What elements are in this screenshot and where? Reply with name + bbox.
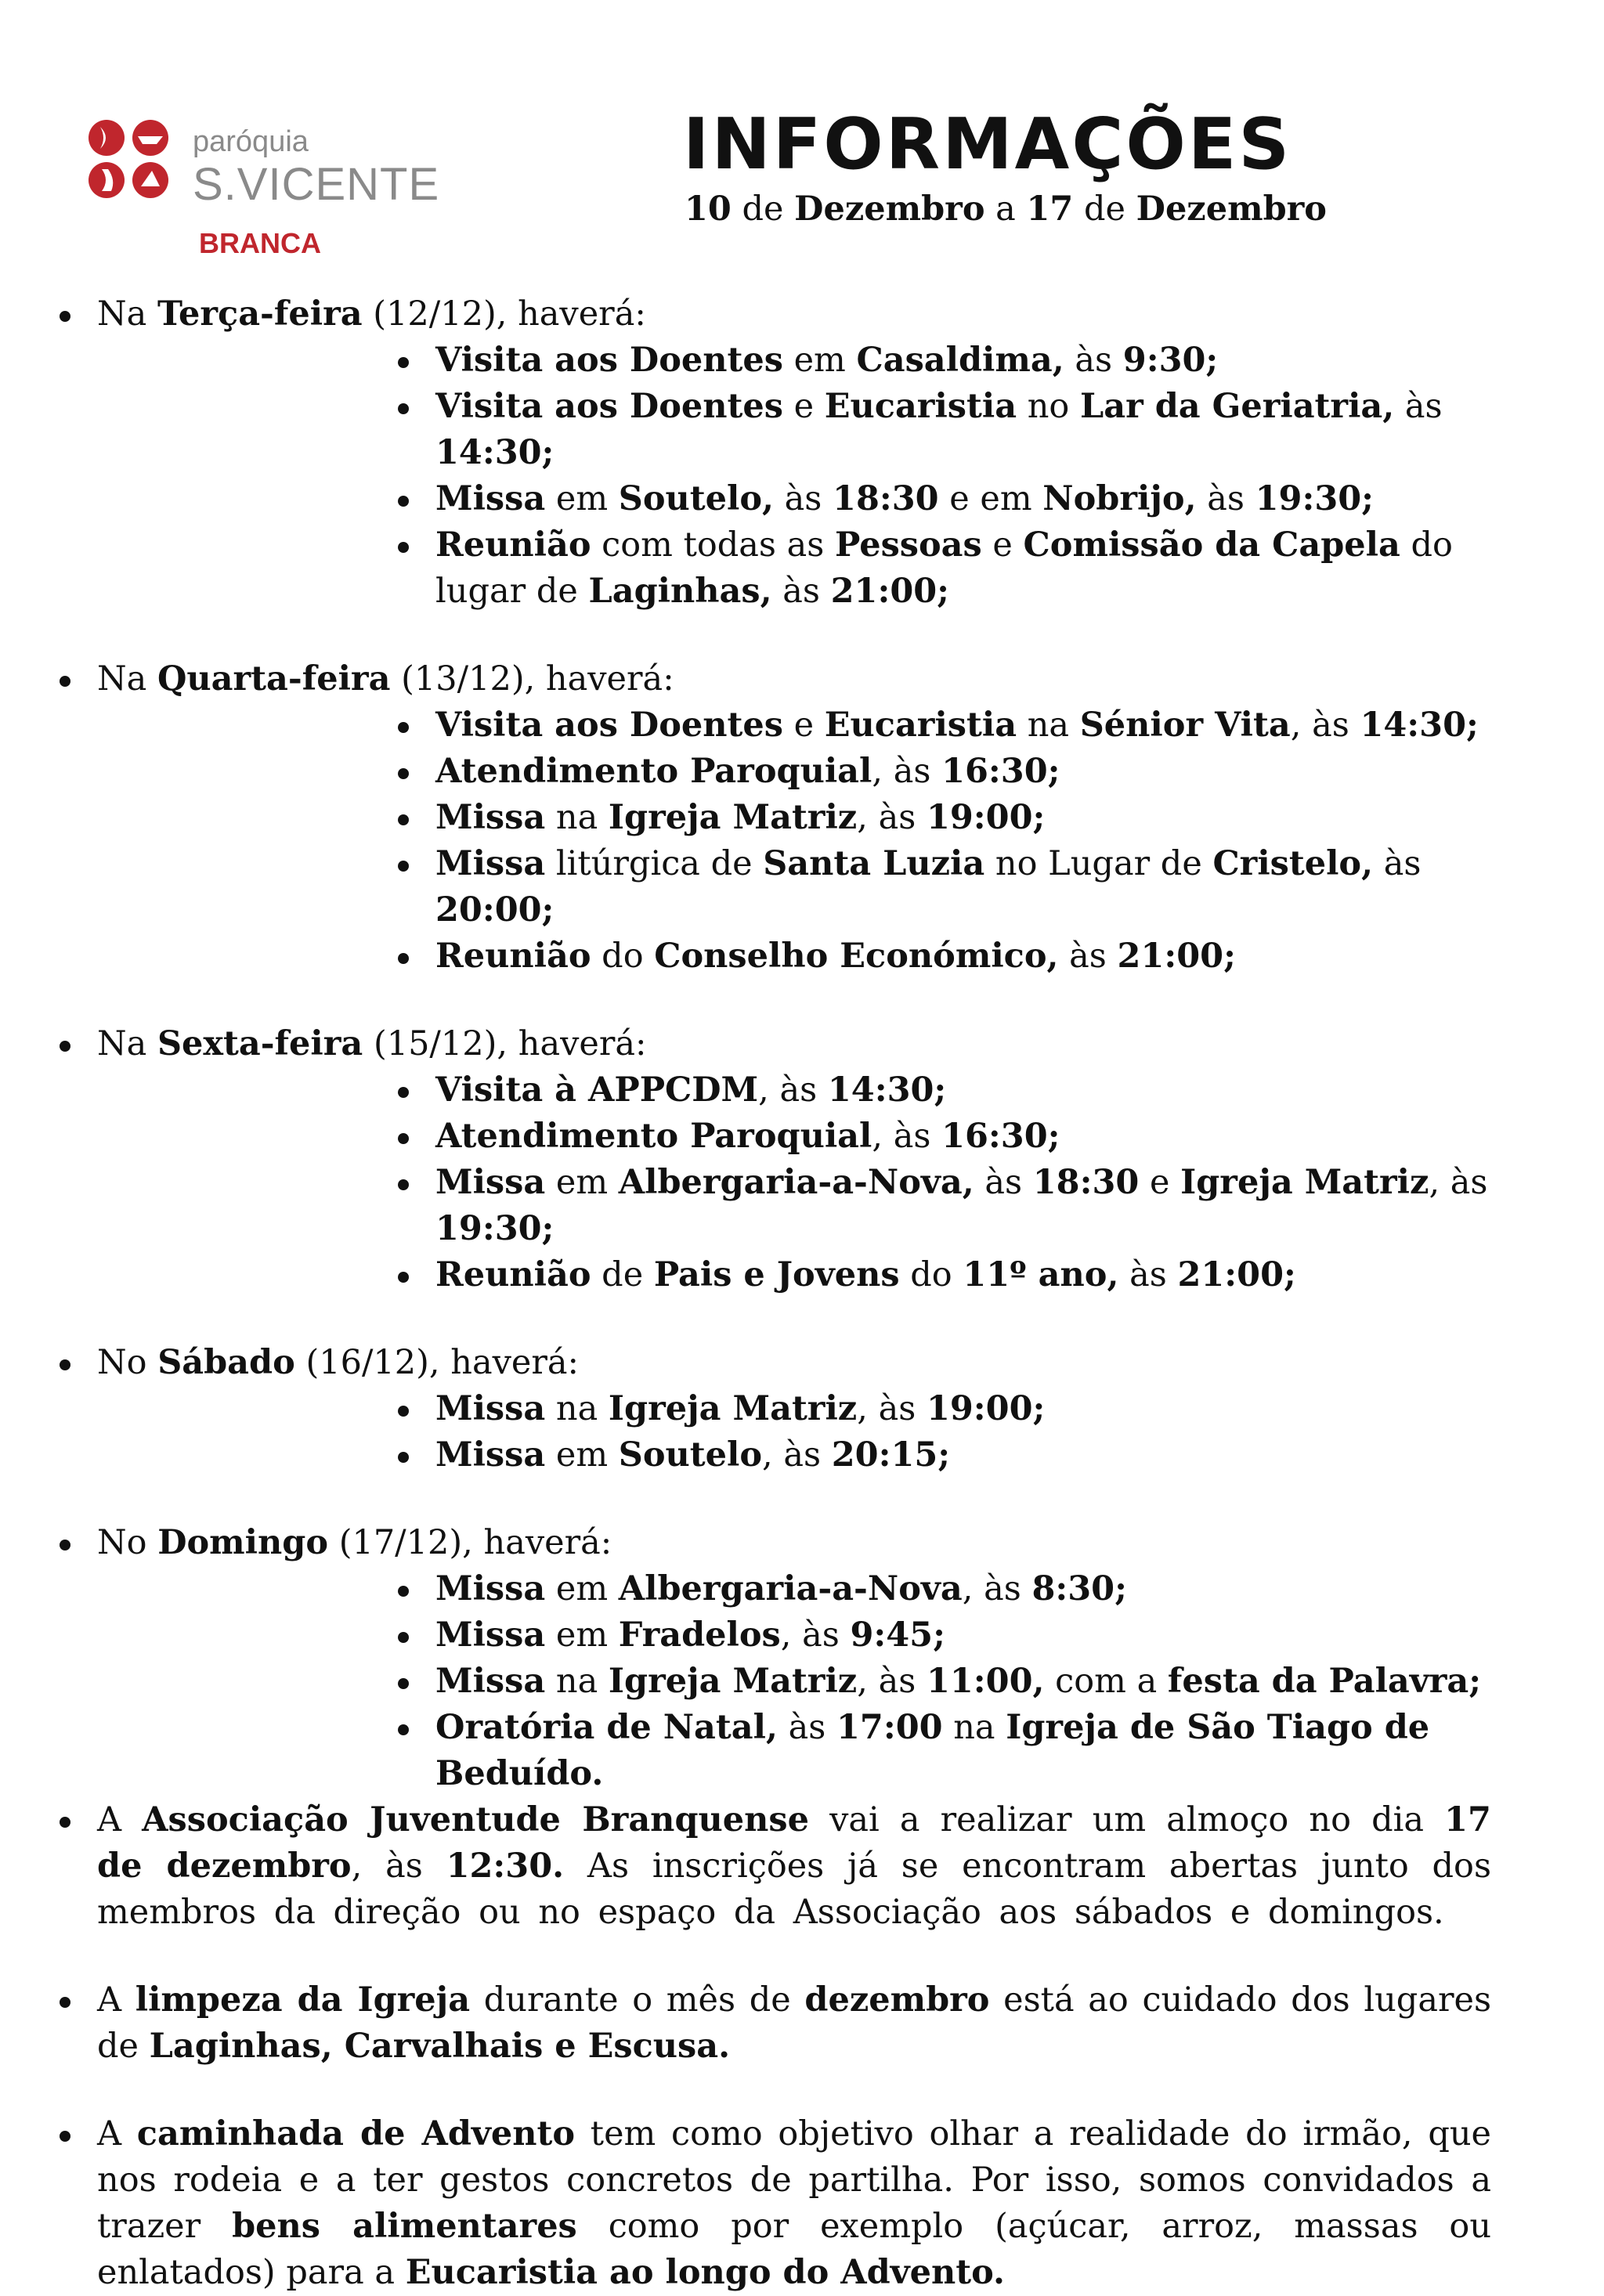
text-fragment: em xyxy=(555,479,609,518)
page-title: INFORMAÇÕES xyxy=(683,103,1292,186)
text-fragment: , às xyxy=(1429,1163,1488,1202)
text-fragment: 21:00; xyxy=(830,572,950,611)
text-fragment: Reunião xyxy=(435,1255,591,1294)
text-fragment: 19:00; xyxy=(926,1389,1046,1428)
notice-advento xyxy=(56,2111,1491,2296)
section-prefix: Na xyxy=(97,1024,147,1063)
section-sexta xyxy=(56,1021,1491,1298)
section-day: Terça-feira xyxy=(157,294,363,334)
document-body xyxy=(56,291,1491,2296)
parish-logo xyxy=(85,110,445,266)
text-fragment: e xyxy=(793,706,815,745)
text-fragment: na xyxy=(555,1389,598,1428)
text-fragment: dezembro xyxy=(804,1980,990,2020)
list-item xyxy=(395,702,1491,749)
text-fragment: 8:30; xyxy=(1031,1569,1127,1608)
text-fragment: Igreja Matriz xyxy=(608,1662,858,1701)
list-item xyxy=(395,1386,1491,1432)
text-fragment: em xyxy=(555,1435,609,1475)
text-fragment: , às xyxy=(857,1389,916,1428)
section-date: (16/12), haverá: xyxy=(305,1343,580,1382)
text-fragment: com a xyxy=(1055,1662,1158,1701)
text-fragment: Soutelo xyxy=(618,1435,763,1475)
text-fragment: Eucaristia ao longo do Advento. xyxy=(405,2253,1006,2292)
event-list xyxy=(395,1386,1491,1478)
text-fragment: Missa xyxy=(435,1569,546,1608)
text-fragment: Missa xyxy=(435,1662,546,1701)
logo-name: S.VICENTE xyxy=(193,159,440,210)
text-fragment: 21:00; xyxy=(1177,1255,1296,1294)
date-from-day: 10 xyxy=(685,190,732,229)
text-fragment: 14:30; xyxy=(1360,706,1479,745)
text-fragment: 11:00, xyxy=(926,1662,1045,1701)
text-fragment: 17 de dezembro xyxy=(97,1800,1491,1886)
text-fragment: Reunião xyxy=(435,937,591,976)
section-sabado xyxy=(56,1340,1491,1478)
text-fragment: Atendimento Paroquial xyxy=(435,1117,872,1156)
text-fragment: Casaldima, xyxy=(856,341,1064,380)
text-fragment: caminhada de Advento xyxy=(136,2114,576,2153)
text-fragment: Laginhas, xyxy=(588,572,772,611)
text-fragment: às xyxy=(1383,844,1422,883)
text-fragment: Soutelo, xyxy=(618,479,774,518)
text-fragment: 18:30 xyxy=(1032,1163,1140,1202)
text-fragment: , às xyxy=(872,1117,931,1156)
text-fragment: Missa xyxy=(435,1435,546,1475)
date-de-1: de xyxy=(742,190,784,229)
text-fragment: 12:30. xyxy=(446,1847,565,1886)
text-fragment: na xyxy=(953,1708,995,1747)
event-list xyxy=(395,338,1491,615)
list-item xyxy=(395,1705,1491,1797)
section-prefix: Na xyxy=(97,294,147,334)
list-item xyxy=(395,1160,1491,1252)
text-fragment: 9:30; xyxy=(1122,341,1219,380)
text-fragment: no xyxy=(1027,387,1070,426)
text-fragment: em xyxy=(793,341,846,380)
text-fragment: Pessoas xyxy=(835,525,982,565)
section-day: Sexta-feira xyxy=(157,1024,363,1063)
list-item xyxy=(395,1067,1491,1114)
section-quarta xyxy=(56,656,1491,980)
text-fragment: 9:45; xyxy=(850,1616,945,1655)
text-fragment: 20:15; xyxy=(831,1435,951,1475)
list-item xyxy=(395,1252,1491,1298)
text-fragment: e em xyxy=(949,479,1032,518)
text-fragment: e xyxy=(793,387,815,426)
list-item xyxy=(395,795,1491,841)
text-fragment: 16:30; xyxy=(941,1117,1060,1156)
text-fragment: às xyxy=(1207,479,1245,518)
text-fragment: Lar da Geriatria, xyxy=(1080,387,1395,426)
parish-emblem-icon xyxy=(85,116,179,202)
text-fragment: , às xyxy=(351,1847,423,1886)
text-fragment: Conselho Económico, xyxy=(654,937,1059,976)
section-date: (15/12), haverá: xyxy=(373,1024,647,1063)
event-list xyxy=(395,1067,1491,1298)
text-fragment: litúrgica de xyxy=(555,844,753,883)
logo-subtitle: paróquia xyxy=(193,125,309,158)
text-fragment: do xyxy=(910,1255,952,1294)
text-fragment: 19:00; xyxy=(926,798,1046,837)
text-fragment: 14:30; xyxy=(827,1070,947,1110)
text-fragment: , às xyxy=(872,752,931,791)
text-fragment: , às xyxy=(857,1662,916,1701)
text-fragment: , às xyxy=(1290,706,1349,745)
text-fragment: Oratória de Natal, xyxy=(435,1708,778,1747)
date-from-month: Dezembro xyxy=(794,190,985,229)
text-fragment: A xyxy=(97,2114,122,2153)
text-fragment: festa da Palavra; xyxy=(1167,1662,1482,1701)
text-fragment: 14:30; xyxy=(435,433,555,472)
text-fragment: A xyxy=(97,1980,122,2020)
section-prefix: No xyxy=(97,1523,147,1562)
section-day: Sábado xyxy=(157,1343,295,1382)
section-prefix: No xyxy=(97,1343,147,1382)
text-fragment: 11º ano, xyxy=(963,1255,1119,1294)
text-fragment: no Lugar de xyxy=(995,844,1202,883)
text-fragment: às xyxy=(1075,341,1113,380)
text-fragment: às xyxy=(1404,387,1443,426)
text-fragment: às xyxy=(1129,1255,1167,1294)
text-fragment: Atendimento Paroquial xyxy=(435,752,872,791)
text-fragment: , às xyxy=(758,1070,818,1110)
text-fragment: com todas as xyxy=(602,525,825,565)
date-connector: a xyxy=(995,190,1016,229)
text-fragment: Missa xyxy=(435,844,546,883)
date-range xyxy=(685,190,1327,229)
text-fragment: bens alimentares xyxy=(232,2207,577,2246)
text-fragment: do xyxy=(602,937,644,976)
text-fragment: Visita aos Doentes xyxy=(435,706,783,745)
text-fragment: Visita à APPCDM xyxy=(435,1070,759,1110)
text-fragment: na xyxy=(1027,706,1070,745)
logo-location: BRANCA xyxy=(199,227,321,259)
text-fragment: Igreja Matriz xyxy=(1180,1163,1429,1202)
text-fragment: Cristelo, xyxy=(1212,844,1374,883)
text-fragment: Igreja Matriz xyxy=(608,1389,858,1428)
text-fragment: , às xyxy=(962,1569,1021,1608)
text-fragment: Reunião xyxy=(435,525,591,565)
text-fragment: em xyxy=(555,1569,609,1608)
date-de-2: de xyxy=(1084,190,1125,229)
text-fragment: Laginhas, Carvalhais e Escusa. xyxy=(149,2027,731,2066)
text-fragment: , às xyxy=(780,1616,840,1655)
notice-almoco xyxy=(56,1797,1491,1936)
text-fragment: como por exemplo (açúcar, arroz, massas ou enlatados) para a xyxy=(97,2207,1492,2292)
text-fragment: Igreja de São Tiago de Beduído. xyxy=(435,1708,1430,1793)
event-list xyxy=(395,702,1491,980)
text-fragment: na xyxy=(555,1662,598,1701)
list-item xyxy=(395,933,1491,980)
text-fragment: Albergaria-a-Nova, xyxy=(618,1163,974,1202)
text-fragment: 19:30; xyxy=(435,1209,555,1248)
section-date: (13/12), haverá: xyxy=(401,659,674,699)
text-fragment: Fradelos xyxy=(618,1616,781,1655)
list-item xyxy=(395,476,1491,522)
text-fragment: 19:30; xyxy=(1255,479,1375,518)
text-fragment: Comissão da Capela xyxy=(1023,525,1400,565)
section-domingo xyxy=(56,1520,1491,1797)
text-fragment: , às xyxy=(857,798,916,837)
text-fragment: As inscrições já se encontram abertas junto dos membros da direção ou no espaço da Associação aos sábados e domingos. xyxy=(97,1847,1492,1932)
text-fragment: está ao cuidado dos lugares de xyxy=(97,1980,1492,2066)
list-item xyxy=(395,1612,1491,1659)
text-fragment: vai a realizar um almoço no dia xyxy=(829,1800,1425,1839)
text-fragment: limpeza da Igreja xyxy=(135,1980,471,2020)
text-fragment: 21:00; xyxy=(1117,937,1236,976)
text-fragment: às xyxy=(984,1163,1023,1202)
text-fragment: em xyxy=(555,1163,609,1202)
text-fragment: Missa xyxy=(435,479,546,518)
text-fragment: 17:00 xyxy=(836,1708,943,1747)
section-date: (17/12), haverá: xyxy=(338,1523,612,1562)
text-fragment: do lugar de xyxy=(435,525,1453,611)
text-fragment: Visita aos Doentes xyxy=(435,341,783,380)
text-fragment: Missa xyxy=(435,1163,546,1202)
list-item xyxy=(395,384,1491,476)
text-fragment: Albergaria-a-Nova xyxy=(618,1569,963,1608)
section-day: Quarta-feira xyxy=(157,659,391,699)
text-fragment: durante o mês de xyxy=(483,1980,791,2020)
text-fragment: na xyxy=(555,798,598,837)
text-fragment: Associação Juventude Branquense xyxy=(142,1800,809,1839)
text-fragment: tem como objetivo olhar a realidade do irmão, que nos rodeia e a ter gestos concretos de partilha. Por isso, somos convidados a trazer xyxy=(97,2114,1491,2246)
section-day: Domingo xyxy=(157,1523,329,1562)
section-date: (12/12), haverá: xyxy=(373,294,646,334)
text-fragment: 16:30; xyxy=(941,752,1060,791)
text-fragment: Visita aos Doentes xyxy=(435,387,783,426)
text-fragment: Missa xyxy=(435,1389,546,1428)
list-item xyxy=(395,1659,1491,1705)
text-fragment: Santa Luzia xyxy=(763,844,985,883)
text-fragment: Sénior Vita xyxy=(1079,706,1291,745)
section-prefix: Na xyxy=(97,659,147,699)
text-fragment: Igreja Matriz xyxy=(608,798,858,837)
date-to-day: 17 xyxy=(1026,190,1074,229)
date-to-month: Dezembro xyxy=(1136,190,1327,229)
section-terca xyxy=(56,291,1491,615)
text-fragment: Eucaristia xyxy=(824,387,1017,426)
list-item xyxy=(395,749,1491,795)
text-fragment: às xyxy=(788,1708,826,1747)
list-item xyxy=(395,522,1491,615)
list-item xyxy=(395,1114,1491,1160)
text-fragment: 18:30 xyxy=(833,479,939,518)
text-fragment: em xyxy=(555,1616,609,1655)
text-fragment: Missa xyxy=(435,1616,546,1655)
event-list xyxy=(395,1566,1491,1797)
text-fragment: às xyxy=(784,479,822,518)
text-fragment: Nobrijo, xyxy=(1042,479,1197,518)
notice-limpeza xyxy=(56,1977,1491,2070)
list-item xyxy=(395,841,1491,933)
text-fragment: às xyxy=(1069,937,1107,976)
text-fragment: Missa xyxy=(435,798,546,837)
text-fragment: às xyxy=(782,572,820,611)
text-fragment: 20:00; xyxy=(435,890,555,930)
text-fragment: e xyxy=(1150,1163,1170,1202)
text-fragment: Pais e Jovens xyxy=(653,1255,900,1294)
text-fragment: de xyxy=(602,1255,644,1294)
text-fragment: e xyxy=(992,525,1013,565)
text-fragment: , às xyxy=(762,1435,822,1475)
list-item xyxy=(395,1432,1491,1478)
list-item xyxy=(395,1566,1491,1612)
text-fragment: Eucaristia xyxy=(824,706,1017,745)
text-fragment: A xyxy=(97,1800,122,1839)
list-item xyxy=(395,338,1491,384)
